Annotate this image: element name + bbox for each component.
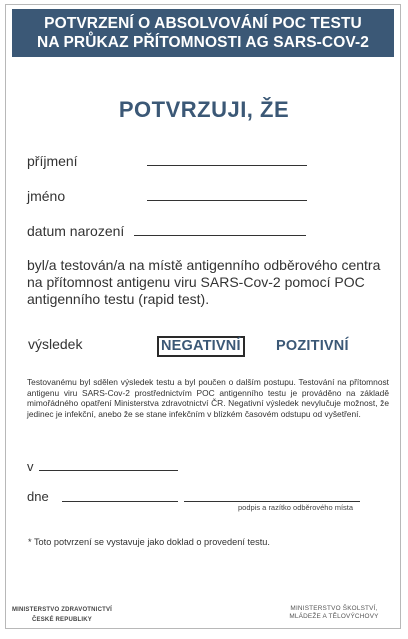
statement-text: byl/a testován/a na místě antigenního odběrového centra na přítomnost antigenu viru SARS-Cov-2 pomocí POC antigenního testu (rapid test).: [27, 257, 381, 307]
header-line-1: POTVRZENÍ O ABSOLVOVÁNÍ POC TESTU: [44, 15, 362, 32]
date-label: dne: [27, 489, 49, 504]
footer-left-line-1: MINISTERSTVO ZDRAVOTNICTVÍ: [11, 607, 113, 613]
firstname-line[interactable]: [147, 200, 307, 201]
place-label: v: [27, 459, 34, 474]
certificate-page: [5, 4, 401, 629]
result-label: výsledek: [28, 336, 83, 352]
firstname-label: jméno: [27, 188, 66, 204]
header-banner: [12, 9, 394, 57]
date-line[interactable]: [62, 501, 178, 502]
birthdate-line[interactable]: [134, 235, 306, 236]
signature-caption: podpis a razítko odběrového místa: [238, 503, 354, 512]
result-negative-option[interactable]: NEGATIVNÍ: [157, 336, 245, 357]
surname-line[interactable]: [147, 165, 307, 166]
footer-ministry-health: [6, 605, 118, 625]
surname-label: příjmení: [27, 153, 78, 169]
footer-left-line-2: ČESKÉ REPUBLIKY: [31, 617, 92, 623]
footer-right-line-1: MINISTERSTVO ŠKOLSTVÍ,: [290, 605, 378, 612]
birthdate-label: datum narození: [27, 223, 125, 239]
footer-ministry-education: [276, 605, 392, 621]
result-positive-option[interactable]: POZITIVNÍ: [276, 338, 349, 354]
page-title: POTVRZUJI, ŽE: [118, 97, 290, 122]
header-line-2: NA PRŮKAZ PŘÍTOMNOSTI AG SARS-COV-2: [37, 34, 369, 51]
place-line[interactable]: [39, 470, 178, 471]
footer-right-line-2: MLÁDEŽE A TĚLOVÝCHOVY: [289, 613, 379, 620]
footnote: * Toto potvrzení se vystavuje jako doklad o provedení testu.: [28, 537, 270, 547]
signature-line[interactable]: [184, 501, 360, 502]
info-text: Testovanému byl sdělen výsledek testu a byl poučen o dalším postupu. Testování na přítomnost antigenu viru SARS-Cov-2 prostřednictvím POC antigenního testu je prováděno na základě mimořádného opatření Ministerstva zdravotnictví ČR. Negativní výsledek nevylučuje možnost, že jedinec je infekční, anebo že se stane infekčním v blízkém časovém odstupu od vyšetření.: [27, 377, 389, 419]
